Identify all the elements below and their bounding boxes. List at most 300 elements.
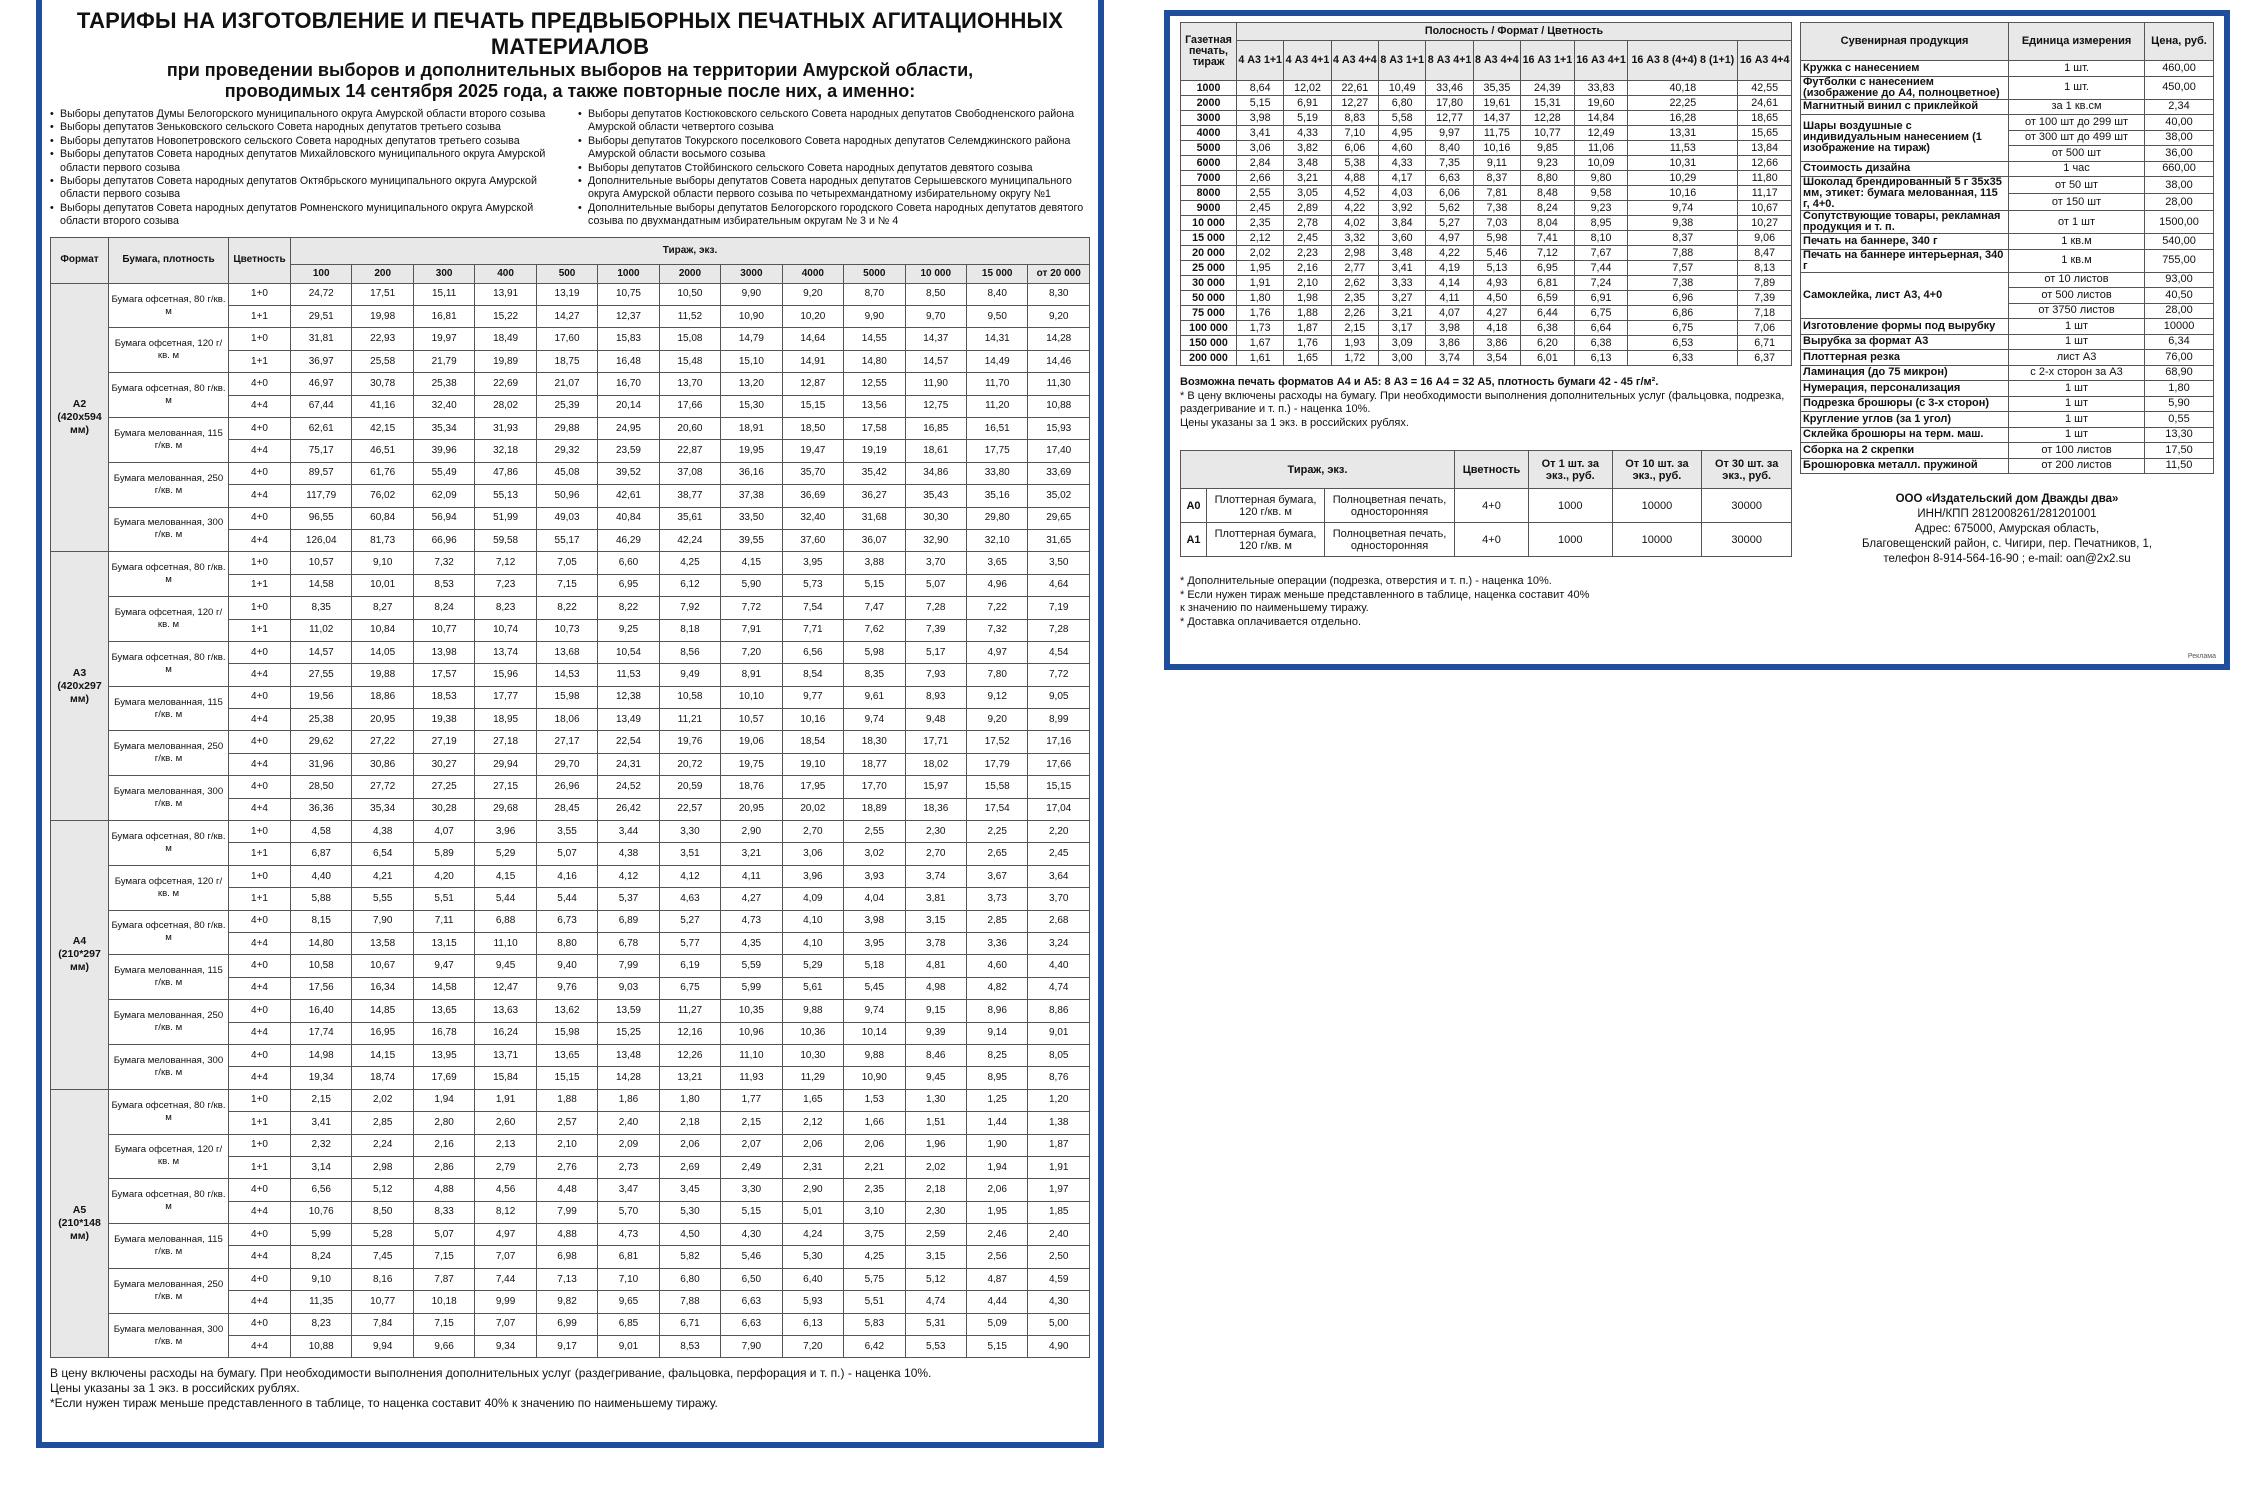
price-cell: 17,58 — [844, 418, 905, 440]
price-cell: 2,40 — [1028, 1224, 1090, 1246]
election-item: • Выборы депутатов Токурского поселкового Совета народных депутатов Селемджинского района Амурской области восьмого созыва — [578, 135, 1090, 162]
price-cell: 36,36 — [291, 798, 352, 820]
price-cell: 1,65 — [782, 1089, 843, 1111]
table-row — [1181, 261, 1792, 276]
newspaper-col-header: 16 А3 4+4 — [1738, 41, 1792, 81]
paper-cell: Бумага мелованная, 250 г/кв. м — [109, 462, 229, 507]
price-cell: 7,57 — [1628, 261, 1738, 276]
price-cell: 8,18 — [659, 619, 720, 641]
price-cell: 11,17 — [1738, 186, 1792, 201]
price-cell: 6,73 — [536, 910, 597, 932]
price-cell: 4,38 — [352, 821, 413, 843]
price-cell: 26,42 — [598, 798, 659, 820]
price-cell: 10,50 — [659, 283, 720, 305]
price-cell: 3,05 — [1284, 186, 1331, 201]
table-row — [1181, 156, 1792, 171]
table-row — [1181, 276, 1792, 291]
price-cell: 10,67 — [1738, 201, 1792, 216]
price-cell: 4,88 — [413, 1179, 474, 1201]
price-cell: 6,06 — [1331, 141, 1378, 156]
price-cell: 7,39 — [905, 619, 966, 641]
price-cell: 20,60 — [659, 418, 720, 440]
price-cell: 6,59 — [1521, 291, 1575, 306]
price-cell: 24,52 — [598, 776, 659, 798]
price-cell: 4,97 — [966, 641, 1027, 663]
price-cell: 2,85 — [352, 1112, 413, 1134]
table-row — [1801, 443, 2214, 459]
print-cell: Полноцветная печать, односторонняя — [1325, 523, 1455, 557]
price-cell: 17,69 — [413, 1067, 474, 1089]
price-cell: 6,78 — [598, 932, 659, 954]
price-cell: 9,10 — [352, 552, 413, 574]
paper-cell: Бумага офсетная, 80 г/кв. м — [109, 373, 229, 418]
election-item: • Выборы депутатов Совета народных депутатов Ромненского муниципального округа Амурской области второго созыва — [50, 202, 562, 229]
price-cell: 17,80 — [1426, 96, 1473, 111]
price-cell: 8,80 — [1521, 171, 1575, 186]
price-cell: 10,16 — [782, 709, 843, 731]
table-row — [1801, 396, 2214, 412]
color-cell: 4+4 — [229, 753, 291, 775]
price-cell: 1,91 — [1237, 276, 1284, 291]
price-cell: 460,00 — [2145, 61, 2214, 77]
color-cell: 4+4 — [229, 1246, 291, 1268]
price-cell: 9,90 — [721, 283, 782, 305]
price-cell: 1,86 — [598, 1089, 659, 1111]
price-cell: 4,73 — [598, 1224, 659, 1246]
unit-cell: 1 шт — [2009, 396, 2145, 412]
print-cell: Полноцветная печать, односторонняя — [1325, 489, 1455, 523]
price-cell: 14,80 — [844, 350, 905, 372]
price-cell: 2,20 — [1028, 821, 1090, 843]
price-cell: 19,34 — [291, 1067, 352, 1089]
price-cell: 2,30 — [905, 1201, 966, 1223]
price-cell: 18,86 — [352, 686, 413, 708]
color-cell: 4+0 — [229, 1179, 291, 1201]
item-name-cell: Сопутствующие товары, рекламная продукция и т. п. — [1801, 211, 2009, 234]
price-cell: 5,07 — [413, 1224, 474, 1246]
table-row — [1801, 350, 2214, 366]
price-cell: 5,07 — [905, 574, 966, 596]
price-cell: 2,76 — [536, 1156, 597, 1178]
election-item: • Выборы депутатов Зеньковского сельского Совета народных депутатов третьего созыва — [50, 121, 562, 134]
price-cell: 5,55 — [352, 888, 413, 910]
company-line: Благовещенский район, с. Чигири, пер. Печатников, 1, — [1861, 538, 2153, 550]
price-cell: 13,21 — [659, 1067, 720, 1089]
price-cell: 17,40 — [1028, 440, 1090, 462]
price-cell: 11,02 — [291, 619, 352, 641]
paper-cell: Бумага мелованная, 250 г/кв. м — [109, 1000, 229, 1045]
newspaper-price-table — [1180, 22, 1792, 366]
price-cell: 24,61 — [1738, 96, 1792, 111]
table-row — [51, 731, 1090, 753]
price-cell: 14,57 — [905, 350, 966, 372]
color-cell: 4+0 — [229, 910, 291, 932]
price-cell: 7,28 — [905, 597, 966, 619]
price-cell: 8,30 — [1028, 283, 1090, 305]
price-cell: 8,37 — [1628, 231, 1738, 246]
price-cell: 4,35 — [721, 932, 782, 954]
table-row — [1181, 306, 1792, 321]
price-cell: 36,07 — [844, 529, 905, 551]
price-cell: 8,15 — [291, 910, 352, 932]
price-cell: 7,45 — [352, 1246, 413, 1268]
price-cell: 2,02 — [905, 1156, 966, 1178]
unit-cell: от 500 листов — [2009, 288, 2145, 304]
price-cell: 6,87 — [291, 843, 352, 865]
table-row — [51, 1134, 1090, 1156]
price-cell: 14,49 — [966, 350, 1027, 372]
price-cell: 3,73 — [966, 888, 1027, 910]
price-cell: 50,96 — [536, 485, 597, 507]
table-row — [1801, 334, 2214, 350]
color-cell: 4+4 — [229, 1291, 291, 1313]
price-cell: 35,16 — [966, 485, 1027, 507]
price-cell: 3,93 — [844, 865, 905, 887]
price-cell: 3,86 — [1473, 336, 1520, 351]
price-cell: 13,30 — [2145, 427, 2214, 443]
price-cell: 4,88 — [1331, 171, 1378, 186]
price-cell: 14,57 — [291, 641, 352, 663]
price-cell: 13,58 — [352, 932, 413, 954]
price-cell: 126,04 — [291, 529, 352, 551]
table-row — [51, 1000, 1090, 1022]
price-cell: 4,25 — [844, 1246, 905, 1268]
price-cell: 5,27 — [1426, 216, 1473, 231]
price-cell: 22,54 — [598, 731, 659, 753]
price-cell: 2,66 — [1237, 171, 1284, 186]
price-cell: 15,48 — [659, 350, 720, 372]
tirazh-cell: 4000 — [1181, 126, 1237, 141]
price-cell: 5,77 — [659, 932, 720, 954]
price-cell: 11,50 — [2145, 458, 2214, 474]
color-cell: 4+4 — [229, 1201, 291, 1223]
color-cell: 1+1 — [229, 574, 291, 596]
price-cell: 9,80 — [1574, 171, 1628, 186]
color-cell: 4+4 — [229, 1336, 291, 1358]
paper-cell: Бумага офсетная, 120 г/кв. м — [109, 597, 229, 642]
price-cell: 37,08 — [659, 462, 720, 484]
price-cell: 23,59 — [598, 440, 659, 462]
price-cell: 3,96 — [782, 865, 843, 887]
price-cell: 15,22 — [475, 306, 536, 328]
item-name-cell: Плоттерная резка — [1801, 350, 2009, 366]
price-cell: 46,51 — [352, 440, 413, 462]
price-cell: 8,48 — [1521, 186, 1575, 201]
price-cell: 3,48 — [1284, 156, 1331, 171]
price-cell: 10,77 — [1521, 126, 1575, 141]
price-cell: 20,02 — [782, 798, 843, 820]
price-cell: 8,22 — [598, 597, 659, 619]
price-cell: 11,06 — [1574, 141, 1628, 156]
price-cell: 55,13 — [475, 485, 536, 507]
price-cell: 7,07 — [475, 1313, 536, 1335]
newspaper-col-headers — [1181, 41, 1792, 81]
price-cell: 16,95 — [352, 1022, 413, 1044]
price-cell: 4,30 — [1028, 1291, 1090, 1313]
price-cell: 6,81 — [1521, 276, 1575, 291]
price-cell: 10,27 — [1738, 216, 1792, 231]
note-line: *Если нужен тираж меньше представленного в таблице, то наценка составит 40% к значению по наименьшему тиражу. — [50, 1396, 718, 1411]
table-row — [1181, 231, 1792, 246]
a0a1-from1-header: От 1 шт. за экз., руб. — [1529, 451, 1613, 489]
price-cell: 5,53 — [905, 1336, 966, 1358]
price-cell: 9,45 — [905, 1067, 966, 1089]
price-cell: 62,61 — [291, 418, 352, 440]
tirazh-header-cell: от 20 000 — [1028, 264, 1090, 283]
price-cell: 21,79 — [413, 350, 474, 372]
price-cell: 1,80 — [1237, 291, 1284, 306]
price-cell: 56,94 — [413, 507, 474, 529]
price-cell: 9,39 — [905, 1022, 966, 1044]
table-row — [51, 373, 1090, 395]
price-cell: 4,50 — [659, 1224, 720, 1246]
price-cell: 4,60 — [966, 955, 1027, 977]
newspaper-group-header: Полосность / Формат / Цветность — [1237, 23, 1792, 41]
price-cell: 6,80 — [659, 1268, 720, 1290]
price-cell: 7,72 — [1028, 664, 1090, 686]
price-cell: 28,00 — [2145, 194, 2214, 211]
price-cell: 5,44 — [475, 888, 536, 910]
format-cell: А1 — [1181, 523, 1207, 557]
tirazh-cell: 25 000 — [1181, 261, 1237, 276]
price-cell: 35,34 — [413, 418, 474, 440]
price-cell: 6,91 — [1574, 291, 1628, 306]
price-cell: 9,14 — [966, 1022, 1027, 1044]
price-cell: 5,70 — [598, 1201, 659, 1223]
price-cell: 2,23 — [1284, 246, 1331, 261]
price-cell: 15,96 — [475, 664, 536, 686]
price-cell: 3,21 — [721, 843, 782, 865]
price-cell: 6,63 — [721, 1313, 782, 1335]
price-cell: 5,00 — [1028, 1313, 1090, 1335]
price-cell: 12,77 — [1426, 111, 1473, 126]
price-cell: 8,54 — [782, 664, 843, 686]
price-cell: 17,57 — [413, 664, 474, 686]
price-cell: 17,77 — [475, 686, 536, 708]
table-row — [51, 1089, 1090, 1111]
price-cell: 19,47 — [782, 440, 843, 462]
price-cell: 17,16 — [1028, 731, 1090, 753]
price-cell: 10,10 — [721, 686, 782, 708]
price-cell: 5,29 — [782, 955, 843, 977]
price-cell: 20,72 — [659, 753, 720, 775]
tirazh-header-cell: 300 — [413, 264, 474, 283]
price-cell: 7,92 — [659, 597, 720, 619]
price-cell: 4,27 — [721, 888, 782, 910]
table-row — [1801, 161, 2214, 177]
price-cell: 450,00 — [2145, 76, 2214, 99]
price-cell: 40,18 — [1628, 81, 1738, 96]
item-name-cell: Магнитный винил с приклейкой — [1801, 99, 2009, 115]
price-cell: 4,16 — [536, 865, 597, 887]
page-subtitle-2: проводимых 14 сентября 2025 года, а также повторные после них, а именно: — [224, 81, 916, 101]
item-name-cell: Ламинация (до 75 микрон) — [1801, 365, 2009, 381]
price-cell: 2,57 — [536, 1112, 597, 1134]
price-cell: 62,09 — [413, 485, 474, 507]
right-top — [1180, 22, 2214, 629]
price-cell: 7,47 — [844, 597, 905, 619]
price-cell: 25,38 — [291, 709, 352, 731]
price-cell: 4,12 — [598, 865, 659, 887]
price-cell: 35,35 — [1473, 81, 1520, 96]
color-cell: 1+0 — [229, 1134, 291, 1156]
price-cell: 37,60 — [782, 529, 843, 551]
price-cell: 3,98 — [1426, 321, 1473, 336]
tirazh-cell: 8000 — [1181, 186, 1237, 201]
price-cell: 5,27 — [659, 910, 720, 932]
price-cell: 18,61 — [905, 440, 966, 462]
price-cell: 10,18 — [413, 1291, 474, 1313]
price-cell: 20,95 — [721, 798, 782, 820]
price-cell: 17,54 — [966, 798, 1027, 820]
bottom-note: * Если нужен тираж меньше представленного в таблице, наценка составит 40% — [1180, 588, 1590, 601]
price-cell: 15,83 — [598, 328, 659, 350]
table-row — [1181, 523, 1792, 557]
price-cell: 29,80 — [966, 507, 1027, 529]
price-cell: 9,90 — [844, 306, 905, 328]
price-cell: 30,27 — [413, 753, 474, 775]
price-cell: 18,53 — [413, 686, 474, 708]
price-cell: 17,74 — [291, 1022, 352, 1044]
price-cell: 29,70 — [536, 753, 597, 775]
item-name-cell: Стоимость дизайна — [1801, 161, 2009, 177]
price-cell: 4,44 — [966, 1291, 1027, 1313]
price-cell: 33,83 — [1574, 81, 1628, 96]
price-cell: 42,61 — [598, 485, 659, 507]
price-cell: 12,49 — [1574, 126, 1628, 141]
price-cell: 18,06 — [536, 709, 597, 731]
price-cell: 9,88 — [844, 1044, 905, 1066]
price-cell: 9,77 — [782, 686, 843, 708]
price-cell: 3,74 — [905, 865, 966, 887]
price-cell: 5,99 — [721, 977, 782, 999]
table-row — [51, 910, 1090, 932]
paper-cell: Бумага офсетная, 80 г/кв. м — [109, 641, 229, 686]
price-cell: 4,95 — [1379, 126, 1426, 141]
table-row — [1801, 365, 2214, 381]
price-cell: 8,76 — [1028, 1067, 1090, 1089]
price-cell: 5,75 — [844, 1268, 905, 1290]
price-cell: 8,16 — [352, 1268, 413, 1290]
price-cell: 11,20 — [966, 395, 1027, 417]
price-cell: 6,96 — [1628, 291, 1738, 306]
price-cell: 5,51 — [413, 888, 474, 910]
price-cell: 9,06 — [1738, 231, 1792, 246]
newspaper-col-header: 8 А3 4+1 — [1426, 41, 1473, 81]
price-cell: 18,65 — [1738, 111, 1792, 126]
price-cell: 12,28 — [1521, 111, 1575, 126]
price-cell: 18,75 — [536, 350, 597, 372]
price-cell: 7,41 — [1521, 231, 1575, 246]
bottom-note: * Доставка оплачивается отдельно. — [1180, 615, 1362, 628]
price-cell: 10,90 — [844, 1067, 905, 1089]
price-cell: 15,84 — [475, 1067, 536, 1089]
price-cell: 1,61 — [1237, 351, 1284, 366]
color-cell: 4+0 — [229, 1044, 291, 1066]
price-cell: 2,68 — [1028, 910, 1090, 932]
price-cell: 33,69 — [1028, 462, 1090, 484]
color-cell: 4+4 — [229, 709, 291, 731]
price-cell: 3,98 — [844, 910, 905, 932]
tirazh-cell: 5000 — [1181, 141, 1237, 156]
price-cell: 17,79 — [966, 753, 1027, 775]
paper-cell: Бумага мелованная, 300 г/кв. м — [109, 1044, 229, 1089]
price-cell: 14,91 — [782, 350, 843, 372]
price-cell: 8,53 — [413, 574, 474, 596]
price-cell: 6,63 — [721, 1291, 782, 1313]
price-cell: 5,90 — [2145, 396, 2214, 412]
tirazh-cell: 100 000 — [1181, 321, 1237, 336]
price-cell: 5,98 — [1473, 231, 1520, 246]
price-cell: 9,01 — [598, 1336, 659, 1358]
table-row — [51, 597, 1090, 619]
price-cell: 28,02 — [475, 395, 536, 417]
left-notes — [50, 1366, 1090, 1411]
price-cell: 1,51 — [905, 1112, 966, 1134]
a0a1-color-header: Цветность — [1455, 451, 1529, 489]
table-row — [51, 283, 1090, 305]
price-cell: 4,04 — [844, 888, 905, 910]
price-cell: 4,02 — [1331, 216, 1378, 231]
paper-cell: Бумага офсетная, 80 г/кв. м — [109, 821, 229, 866]
price-cell: 8,91 — [721, 664, 782, 686]
price-cell: 2,69 — [659, 1156, 720, 1178]
price-cell: 39,55 — [721, 529, 782, 551]
unit-cell: 1 кв.м — [2009, 249, 2145, 272]
price-cell: 1,98 — [1284, 291, 1331, 306]
price-cell: 4,14 — [1426, 276, 1473, 291]
price-cell: 3,96 — [475, 821, 536, 843]
price-cell: 7,91 — [721, 619, 782, 641]
price-cell: 4,90 — [1028, 1336, 1090, 1358]
price-cell: 1,65 — [1284, 351, 1331, 366]
tirazh-cell: 200 000 — [1181, 351, 1237, 366]
price-cell: 4,10 — [782, 910, 843, 932]
price-cell: 4,03 — [1379, 186, 1426, 201]
price-cell: 14,85 — [352, 1000, 413, 1022]
price-cell: 9,20 — [1028, 306, 1090, 328]
price-cell: 6,80 — [1379, 96, 1426, 111]
price-cell: 27,17 — [536, 731, 597, 753]
price-cell: 12,02 — [1284, 81, 1331, 96]
tirazh-cell: 6000 — [1181, 156, 1237, 171]
item-name-cell: Кругление углов (за 1 угол) — [1801, 412, 2009, 428]
price-cell: 29,62 — [291, 731, 352, 753]
price-cell: 4,15 — [475, 865, 536, 887]
price-cell: 2,02 — [352, 1089, 413, 1111]
price-cell: 67,44 — [291, 395, 352, 417]
price-cell: 6,13 — [782, 1313, 843, 1335]
price-cell: 10,29 — [1628, 171, 1738, 186]
price-cell: 15,15 — [1028, 776, 1090, 798]
price-cell: 755,00 — [2145, 249, 2214, 272]
price-cell: 2,06 — [966, 1179, 1027, 1201]
price-cell: 6,19 — [659, 955, 720, 977]
price-cell: 4,98 — [905, 977, 966, 999]
price-cell: 3,47 — [598, 1179, 659, 1201]
price-cell: 19,56 — [291, 686, 352, 708]
price-cell: 8,99 — [1028, 709, 1090, 731]
price-cell: 4,81 — [905, 955, 966, 977]
price-cell: 11,52 — [659, 306, 720, 328]
newspaper-col-header: 4 А3 4+4 — [1331, 41, 1378, 81]
price-cell: 8,47 — [1738, 246, 1792, 261]
price-cell: 14,55 — [844, 328, 905, 350]
price-cell: 5,15 — [721, 1201, 782, 1223]
tirazh-header-cell: 5000 — [844, 264, 905, 283]
company-name: ООО «Издательский дом Дважды два» — [1895, 493, 2119, 505]
price-cell: 36,69 — [782, 485, 843, 507]
